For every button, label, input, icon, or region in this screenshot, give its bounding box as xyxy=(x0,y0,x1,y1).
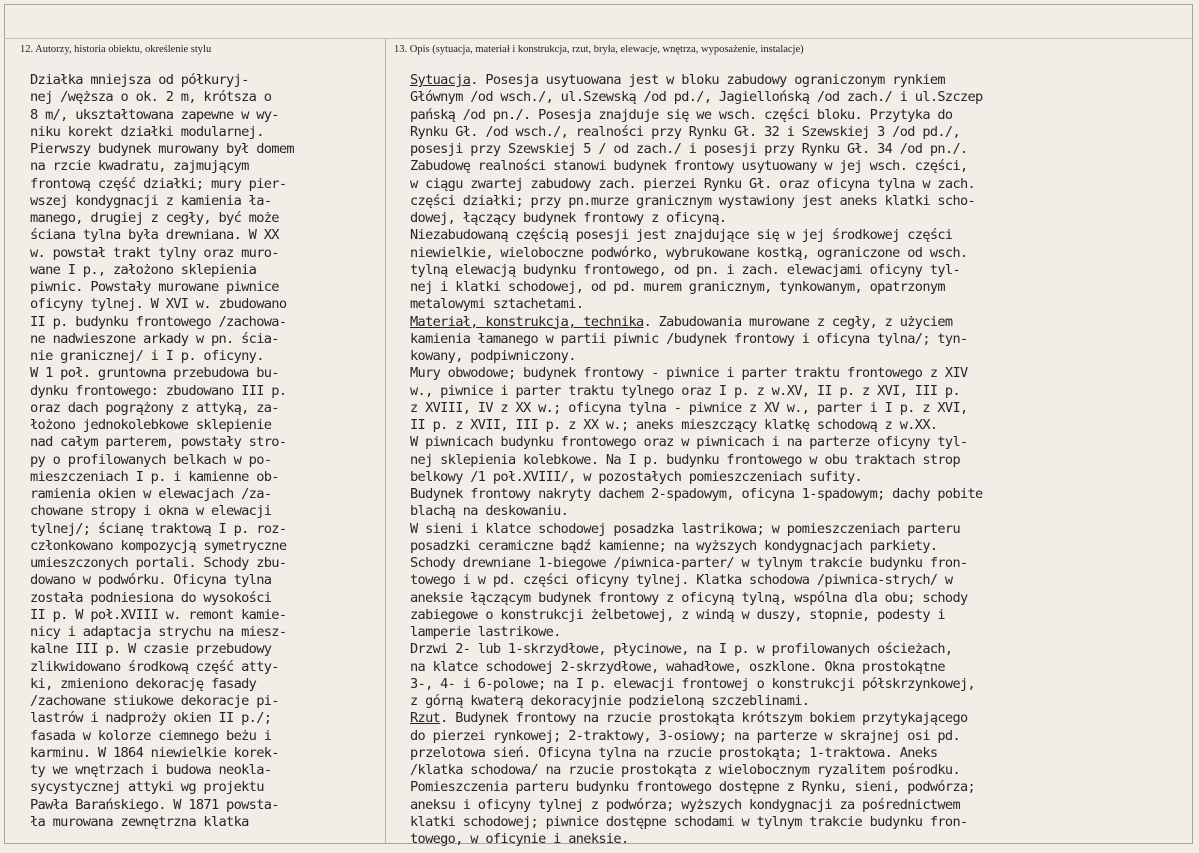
history-text-line: oficyny tylnej. W XVI w. zbudowano xyxy=(30,296,287,313)
description-text-line xyxy=(410,279,1190,296)
line-text: zabiegowe o konstrukcji żelbetowej, z windą w duszy, stopnie, podesty i xyxy=(410,606,945,623)
description-text-line xyxy=(410,728,1190,745)
history-text-line: /zachowane stiukowe dekoracje pi- xyxy=(30,693,279,709)
history-text-line: dowano w podwórku. Oficyna tylna xyxy=(30,572,272,589)
history-text-line: niku korekt działki modularnej. xyxy=(30,123,264,140)
line-text: metalowymi sztachetami. xyxy=(410,296,584,313)
description-text-line xyxy=(410,452,1190,469)
history-text-line: W 1 poł. gruntowna przebudowa bu- xyxy=(30,365,279,382)
line-text: Zabudowę realności stanowi budynek frontowy usytuowany w jej wsch. części, xyxy=(410,158,968,175)
line-text: w., piwnice i parter traktu tylnego oraz I p. z w.XV, II p. z XVI, III p. xyxy=(410,382,960,399)
line-text: z górną kwaterą dekoracyjnie podzieloną szczeblinami. xyxy=(410,693,810,709)
history-text-line: nad całym parterem, powstały stro- xyxy=(30,434,287,451)
line-text: blachą na deskowaniu. xyxy=(410,503,569,520)
history-text-line: Pawła Barańskiego. W 1871 powsta- xyxy=(30,796,279,813)
history-text-line: 8 m/, ukształtowana zapewne w wy- xyxy=(30,106,279,123)
description-text-line xyxy=(410,348,1190,365)
section-heading: Materiał, konstrukcja, technika xyxy=(410,313,644,330)
description-text-line xyxy=(410,624,1190,641)
history-text-line: na rzcie kwadratu, zajmującym xyxy=(30,158,249,175)
history-text-line: fasada w kolorze ciemnego beżu i xyxy=(30,727,272,744)
history-text-line: ki, zmieniono dekorację fasady xyxy=(30,675,257,692)
right-column-heading: 13. Opis (sytuacja, materiał i konstrukcja, rzut, bryła, elewacje, wnętrza, wyposażenie, instalacje) xyxy=(394,44,804,55)
description-text-line xyxy=(410,89,1190,106)
line-text: W piwnicach budynku frontowego oraz w piwnicach i na parterze oficyny tyl- xyxy=(410,434,968,451)
description-text-line xyxy=(410,710,1190,727)
line-text: nej i klatki schodowej, od pd. murem granicznym, tynkowanym, opatrzonym xyxy=(410,279,945,295)
description-text-line xyxy=(410,176,1190,193)
description-text-line xyxy=(410,659,1190,676)
line-text: /klatka schodowa/ na rzucie prostokąta z wielobocznym ryzalitem pośrodku. xyxy=(410,762,960,778)
line-text: klatki schodowej; piwnice dostępne schodami w tylnym trakcie budynku fron- xyxy=(410,813,968,830)
left-column-heading: 12. Autorzy, historia obiektu, określenie stylu xyxy=(20,44,212,55)
line-text: Niezabudowaną częścią posesji jest znajdujące się w jej środkowej części xyxy=(410,227,953,244)
description-text-line xyxy=(410,831,1190,848)
history-text-line: Działka mniejsza od półkuryj- xyxy=(30,72,249,88)
description-text-line xyxy=(410,331,1190,348)
history-text-line: została podniesiona do wysokości xyxy=(30,589,272,606)
line-text: . Zabudowania murowane z cegły, z użyciem xyxy=(643,313,953,330)
history-text-line: II p. W poł.XVIII w. remont kamie- xyxy=(30,606,287,623)
line-text: kamienia łamanego w partii piwnic /budynek frontowy i oficyna tylna/; tyn- xyxy=(410,330,968,347)
line-text: 3-, 4- i 6-polowe; na I p. elewacji frontowej o konstrukcji półskrzynkowej, xyxy=(410,675,976,692)
line-text: na klatce schodowej 2-skrzydłowe, wahadłowe, oszklone. Okna prostokątne xyxy=(410,658,945,675)
history-text-line: chowane stropy i okna w elewacji xyxy=(30,503,272,520)
line-text: z XVIII, IV z XX w.; oficyna tylna - piwnice z XV w., parter i I p. z XVI, xyxy=(410,399,968,416)
line-text: lamperie lastrikowe. xyxy=(410,624,561,640)
line-text: towego i w pd. części oficyny tylnej. Klatka schodowa /piwnica-strych/ w xyxy=(410,572,953,589)
history-text-line: w. powstał trakt tylny oraz muro- xyxy=(30,244,279,261)
section-heading: Rzut xyxy=(410,710,441,727)
description-text-line xyxy=(410,434,1190,451)
line-text: posesji przy Szewskiej 5 / od zach./ i posesji przy Rynku Gł. 34 /od pn./. xyxy=(410,141,968,157)
description-text-line xyxy=(410,400,1190,417)
line-text: dowej, łączący budynek frontowy z oficyną. xyxy=(410,210,727,226)
description-text-line xyxy=(410,607,1190,624)
header-rule xyxy=(4,38,1193,39)
line-text: aneksu i oficyny tylnej z podwórza; wyższych kondygnacji za pośrednictwem xyxy=(410,796,960,813)
line-text: Budynek frontowy nakryty dachem 2-spadowym, oficyna 1-spadowym; dachy pobite xyxy=(410,486,983,502)
history-text-line: ła murowana zewnętrzna klatka xyxy=(30,813,249,830)
history-text-line: frontową część działki; mury pier- xyxy=(30,175,287,192)
line-text: II p. z XVII, III p. z XX w.; aneks mieszczący klatkę schodową z w.XX. xyxy=(410,417,938,433)
line-text: . Posesja usytuowana jest w bloku zabudowy ograniczonym rynkiem xyxy=(470,72,945,88)
history-text-line: nicy i adaptacja strychu na miesz- xyxy=(30,624,287,640)
line-text: tylną elewacją budynku frontowego, od pn. i zach. elewacjami oficyny tyl- xyxy=(410,261,960,278)
history-text-line: zlikwidowano środkową część atty- xyxy=(30,658,279,675)
history-text-line: ty we wnętrzach i budowa neokla- xyxy=(30,762,272,778)
history-text-line: piwnic. Powstały murowane piwnice xyxy=(30,279,279,295)
line-text: posadzki ceramiczne bądź kamienne; na wyższych kondygnacjach parkiety. xyxy=(410,537,938,554)
description-text-line xyxy=(410,555,1190,572)
description-text-line xyxy=(410,227,1190,244)
description-text-line xyxy=(410,296,1190,313)
description-text-line xyxy=(410,762,1190,779)
line-text: niewielkie, wieloboczne podwórko, wybrukowane kostką, ograniczone od wsch. xyxy=(410,244,968,261)
description-text-line xyxy=(410,693,1190,710)
description-text-line xyxy=(410,245,1190,262)
history-text-line: członkowano kompozycją symetryczne xyxy=(30,537,287,554)
history-text-line: sycystycznej attyki wg projektu xyxy=(30,779,264,796)
description-text-line xyxy=(410,797,1190,814)
description-text-line xyxy=(410,486,1190,503)
history-text-line: nej /węższa o ok. 2 m, krótsza o xyxy=(30,89,272,106)
line-text: Drzwi 2- lub 1-skrzydłowe, płycinowe, na I p. w profilowanych ościeżach, xyxy=(410,641,953,658)
description-text-line xyxy=(410,314,1190,331)
description-text-line xyxy=(410,590,1190,607)
line-text: do pierzei rynkowej; 2-traktowy, 3-osiowy; na parterze w skrajnej osi pd. xyxy=(410,727,960,744)
description-text-line xyxy=(410,745,1190,762)
history-text-line: manego, drugiej z cegły, być może xyxy=(30,210,279,226)
description-text-line xyxy=(410,641,1190,658)
description-text-line xyxy=(410,262,1190,279)
line-text: Pomieszczenia parteru budynku frontowego dostępne z Rynku, sieni, podwórza; xyxy=(410,779,976,796)
description-text-line xyxy=(410,521,1190,538)
history-text-line: ne nadwieszone arkady w pn. ścia- xyxy=(30,330,279,347)
line-text: Głównym /od wsch./, ul.Szewską /od pd./, Jagiellońską /od zach./ i ul.Szczep xyxy=(410,89,983,106)
history-text-line: kalne III p. W czasie przebudowy xyxy=(30,641,272,658)
line-text: kowany, podpiwniczony. xyxy=(410,348,576,364)
description-text-line xyxy=(410,365,1190,382)
history-text-line: II p. budynku frontowego /zachowa- xyxy=(30,313,287,330)
description-text-line xyxy=(410,193,1190,210)
history-text-line: Pierwszy budynek murowany był domem xyxy=(30,141,294,157)
line-text: aneksie łączącym budynek frontowy z oficyną tylną, wspólna dla obu; schody xyxy=(410,589,968,606)
history-text-line: umieszczonych portali. Schody zbu- xyxy=(30,555,287,571)
description-text-line xyxy=(410,124,1190,141)
history-text-line: wszej kondygnacji z kamienia ła- xyxy=(30,192,272,209)
description-text-line xyxy=(410,72,1190,89)
line-text: towego, w oficynie i aneksie. xyxy=(410,831,629,847)
line-text: części działki; przy pn.murze granicznym wystawiony jest aneks klatki scho- xyxy=(410,192,976,209)
description-text-line xyxy=(410,814,1190,831)
history-text-line: ramienia okien w elewacjach /za- xyxy=(30,486,272,502)
line-text: Schody drewniane 1-biegowe /piwnica-parter/ w tylnym trakcie budynku fron- xyxy=(410,555,968,571)
history-text-line: lastrów i nadproży okien II p./; xyxy=(30,710,272,727)
history-text-line: mieszczeniach I p. i kamienne ob- xyxy=(30,468,279,485)
description-text-line xyxy=(410,141,1190,158)
description-text-line xyxy=(410,210,1190,227)
description-text-line xyxy=(410,158,1190,175)
line-text: nej sklepienia kolebkowe. Na I p. budynku frontowego w obu traktach strop xyxy=(410,451,960,468)
history-text-line: tylnej/; ścianę traktową I p. roz- xyxy=(30,520,287,537)
history-text-line: łożono jednokolebkowe sklepienie xyxy=(30,417,272,433)
line-text: W sieni i klatce schodowej posadzka lastrikowa; w pomieszczeniach parteru xyxy=(410,520,960,537)
history-text-block xyxy=(30,72,390,831)
line-text: belkowy /1 poł.XVIII/, w pozostałych pomieszczeniach sufity. xyxy=(410,468,863,485)
section-heading: Sytuacja xyxy=(410,72,471,88)
description-text-line xyxy=(410,469,1190,486)
line-text: . Budynek frontowy na rzucie prostokąta krótszym bokiem przytykającego xyxy=(440,710,968,727)
description-text-line xyxy=(410,779,1190,796)
description-text-line xyxy=(410,538,1190,555)
line-text: Rynku Gł. /od wsch./, realności przy Rynku Gł. 32 i Szewskiej 3 /od pd./, xyxy=(410,123,960,140)
description-text-line xyxy=(410,503,1190,520)
history-text-line: karminu. W 1864 niewielkie korek- xyxy=(30,744,279,761)
line-text: pańską /od pn./. Posesja znajduje się we wsch. części bloku. Przytyka do xyxy=(410,106,953,123)
description-text-block xyxy=(410,72,1190,848)
line-text: przelotowa sień. Oficyna tylna na rzucie prostokąta; 1-traktowa. Aneks xyxy=(410,744,938,761)
description-text-line xyxy=(410,676,1190,693)
history-text-line: wane I p., założono sklepienia xyxy=(30,261,257,278)
line-text: Mury obwodowe; budynek frontowy - piwnice i parter traktu frontowego z XIV xyxy=(410,365,968,382)
history-text-line: ściana tylna była drewniana. W XX xyxy=(30,227,279,244)
history-text-line: dynku frontowego: zbudowano III p. xyxy=(30,382,287,399)
description-text-line xyxy=(410,417,1190,434)
description-text-line xyxy=(410,383,1190,400)
description-text-line xyxy=(410,107,1190,124)
description-text-line xyxy=(410,572,1190,589)
line-text: w ciągu zwartej zabudowy zach. pierzei Rynku Gł. oraz oficyna tylna w zach. xyxy=(410,175,976,192)
history-text-line: nie granicznej/ i I p. oficyny. xyxy=(30,348,264,364)
history-text-line: py o profilowanych belkach w po- xyxy=(30,451,272,468)
history-text-line: oraz dach pogrążony z attyką, za- xyxy=(30,399,279,416)
